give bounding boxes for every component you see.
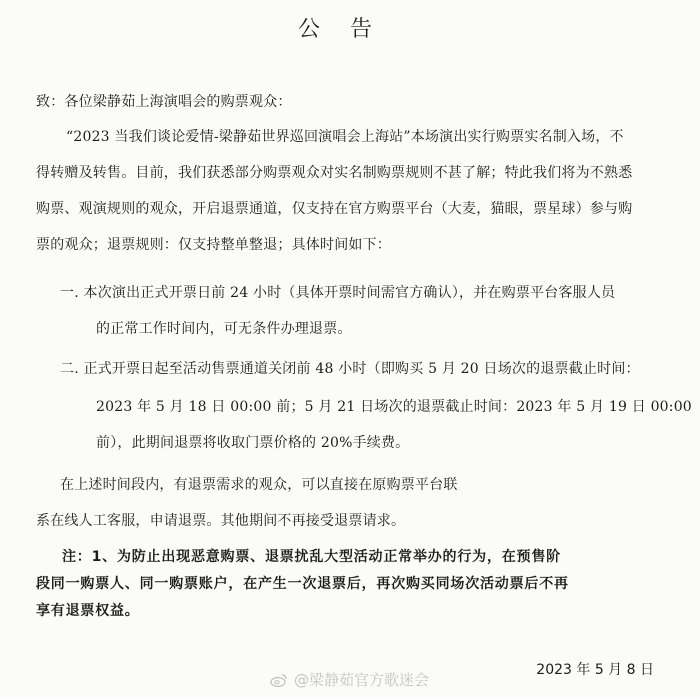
list-item-2-line: 前），此期间退票将收取门票价格的 20%手续费。 <box>96 435 410 451</box>
salutation: 致：各位梁静茹上海演唱会的购票观众： <box>36 94 292 110</box>
watermark <box>270 669 429 690</box>
notice-date: 2023 年 5 月 8 日 <box>536 662 654 678</box>
weibo-icon <box>270 673 288 687</box>
body-line: 购票、观演规则的观众，开启退票通道，仅支持在官方购票平台（大麦，猫眼，票星球）参与购 <box>36 201 633 217</box>
contact-line: 在上述时间段内，有退票需求的观众，可以直接在原购票平台联 <box>60 477 458 493</box>
note-line: 注：1、为防止出现恶意购票、退票扰乱大型活动正常举办的行为，在预售阶 <box>62 549 561 565</box>
body-line: 得转赠及转售。目前，我们获悉部分购票观众对实名制购票规则不甚了解；特此我们将为不熟悉 <box>36 165 633 181</box>
watermark-text: @梁静茹官方歌迷会 <box>294 671 430 689</box>
notice-title: 公告 <box>297 17 402 42</box>
list-item-1-line: 的正常工作时间内，可无条件办理退票。 <box>96 321 352 337</box>
note-line: 享有退票权益。 <box>36 603 140 619</box>
note-line: 段同一购票人、同一购票账户，在产生一次退票后，再次购买同场次活动票后不再 <box>36 576 569 592</box>
list-item-2-line: 二. 正式开票日起至活动售票通道关闭前 48 小时（即购买 5 月 20 日场次的退票截止时间： <box>60 361 640 377</box>
body-line: “2023 当我们谈论爱情-梁静茹世界巡回演唱会上海站”本场演出实行购票实名制入场，不 <box>66 129 624 145</box>
contact-line: 系在线人工客服，申请退票。其他期间不再接受退票请求。 <box>36 513 406 529</box>
body-line: 票的观众；退票规则：仅支持整单整退；具体时间如下： <box>36 237 391 253</box>
list-item-1-line: 一. 本次演出正式开票日前 24 小时（具体开票时间需官方确认），并在购票平台客服人员 <box>60 285 616 301</box>
list-item-2-line: 2023 年 5 月 18 日 00:00 前；5 月 21 日场次的退票截止时间：2023 年 5 月 19 日 00:00 <box>96 399 692 415</box>
